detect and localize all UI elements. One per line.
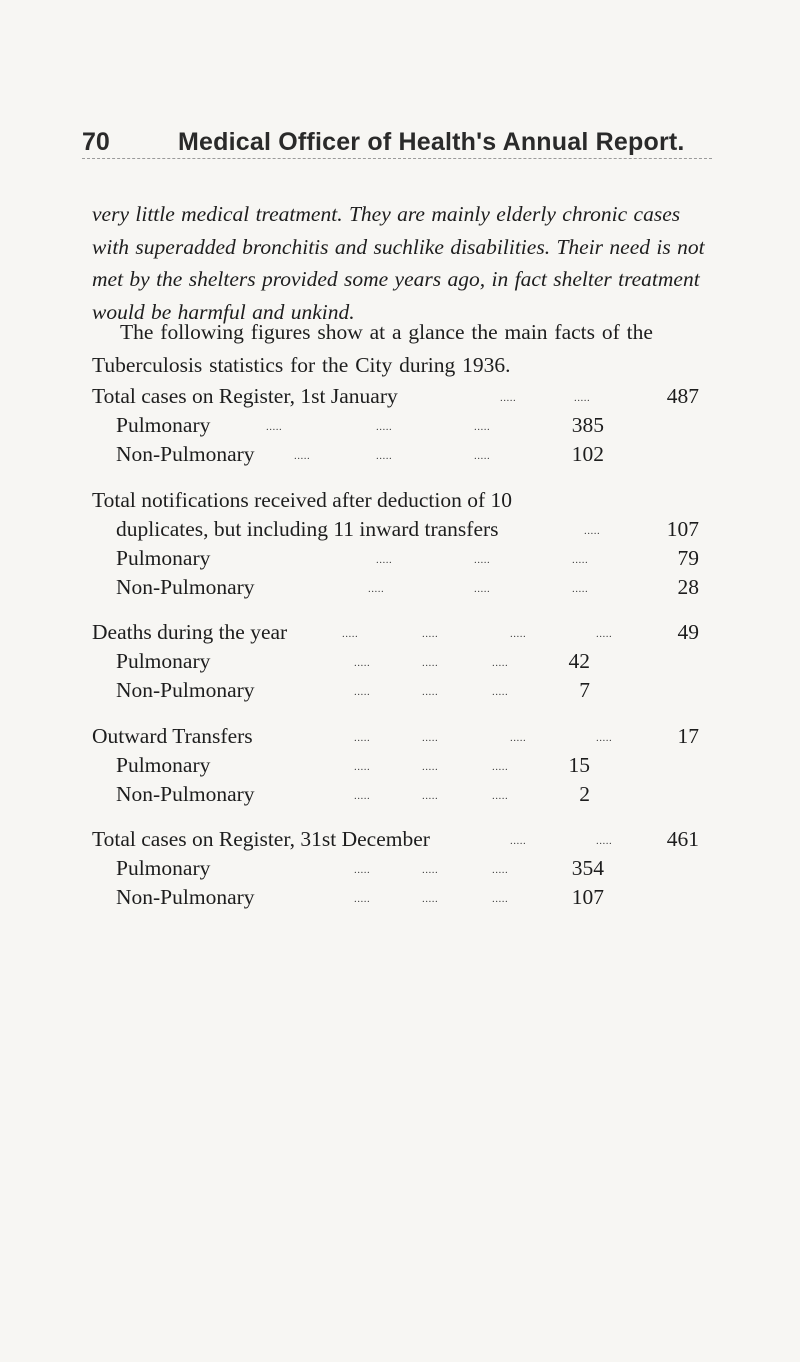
deaths-pulmonary-row	[92, 649, 712, 679]
running-title: Medical Officer of Health's Annual Report.	[178, 128, 685, 156]
leader-dots: .....	[376, 554, 393, 566]
outward-transfers-total: 17	[677, 724, 699, 748]
leader-dots: .....	[422, 628, 439, 640]
deaths-non-pulmonary: 7	[579, 678, 590, 702]
outward-transfers-non-pulmonary: 2	[579, 782, 590, 806]
leader-dots: .....	[354, 657, 371, 669]
notifications-pulmonary: 79	[677, 546, 699, 570]
leader-dots: .....	[474, 450, 491, 462]
register-end-non-pulmonary-row	[92, 885, 712, 915]
leader-dots: .....	[510, 628, 527, 640]
leader-dots: .....	[342, 628, 359, 640]
notifications-total: 107	[666, 517, 699, 541]
leader-dots: .....	[422, 790, 439, 802]
register-end-pulmonary: 354	[571, 856, 604, 880]
register-end-total: 461	[666, 827, 699, 851]
pulmonary-label: Pulmonary	[116, 753, 211, 777]
outward-transfers-label: Outward Transfers	[92, 724, 253, 748]
non-pulmonary-label: Non-Pulmonary	[116, 442, 255, 466]
leader-dots: .....	[354, 761, 371, 773]
leader-dots: .....	[492, 790, 509, 802]
outward-transfers-pulmonary: 15	[568, 753, 590, 777]
leader-dots: .....	[422, 864, 439, 876]
leader-dots: .....	[584, 525, 601, 537]
leader-dots: .....	[422, 761, 439, 773]
notifications-non-pulmonary-row	[92, 575, 712, 605]
register-start-pulmonary: 385	[571, 413, 604, 437]
pulmonary-label: Pulmonary	[116, 413, 211, 437]
notifications-pulmonary-row	[92, 546, 712, 576]
leader-dots: .....	[354, 790, 371, 802]
notifications-label-line1: Total notifications received after deduction of 10	[92, 488, 512, 512]
deaths-pulmonary: 42	[568, 649, 590, 673]
leader-dots: .....	[474, 421, 491, 433]
register-end-total-row	[92, 827, 712, 857]
outward-transfers-total-row	[92, 724, 712, 754]
leader-dots: .....	[294, 450, 311, 462]
leader-dots: .....	[572, 554, 589, 566]
leader-dots: .....	[492, 761, 509, 773]
leader-dots: .....	[510, 732, 527, 744]
leader-dots: .....	[492, 686, 509, 698]
pulmonary-label: Pulmonary	[116, 856, 211, 880]
deaths-total-row	[92, 620, 712, 650]
non-pulmonary-label: Non-Pulmonary	[116, 885, 255, 909]
leader-dots: .....	[492, 657, 509, 669]
leader-dots: .....	[596, 628, 613, 640]
pulmonary-label: Pulmonary	[116, 546, 211, 570]
deaths-label: Deaths during the year	[92, 620, 288, 644]
leader-dots: .....	[368, 583, 385, 595]
leader-dots: .....	[376, 421, 393, 433]
leader-dots: .....	[474, 554, 491, 566]
outward-transfers-non-pulmonary-row	[92, 782, 712, 812]
page-header	[82, 128, 712, 162]
register-end-non-pulmonary: 107	[571, 885, 604, 909]
leader-dots: .....	[354, 732, 371, 744]
leader-dots: .....	[500, 392, 517, 404]
register-start-non-pulmonary: 102	[571, 442, 604, 466]
leader-dots: .....	[572, 583, 589, 595]
leader-dots: .....	[422, 686, 439, 698]
leader-dots: .....	[376, 450, 393, 462]
non-pulmonary-label: Non-Pulmonary	[116, 575, 255, 599]
register-start-pulmonary-row	[92, 413, 712, 443]
outward-transfers-pulmonary-row	[92, 753, 712, 783]
leader-dots: .....	[422, 732, 439, 744]
notifications-non-pulmonary: 28	[677, 575, 699, 599]
leader-dots: .....	[354, 864, 371, 876]
leader-dots: .....	[354, 893, 371, 905]
summary-paragraph: The following figures show at a glance the main facts of the Tuberculosis statistics for the City during 1936.	[92, 320, 653, 377]
header-rule	[82, 158, 712, 159]
register-start-label: Total cases on Register, 1st January	[92, 384, 398, 408]
intro-text: very little medical treatment. They are mainly elderly chronic cases with superadded bronchitis and suchlike disabilities. Their need is not met by the shelters provided some years ago, in fact shelter treatment would be harmful and unkind.	[92, 202, 705, 324]
page-number: 70	[82, 128, 110, 156]
deaths-non-pulmonary-row	[92, 678, 712, 708]
leader-dots: .....	[354, 686, 371, 698]
leader-dots: .....	[574, 392, 591, 404]
register-start-total: 487	[666, 384, 699, 408]
register-start-total-row	[92, 384, 712, 414]
register-start-non-pulmonary-row	[92, 442, 712, 472]
leader-dots: .....	[266, 421, 283, 433]
deaths-total: 49	[677, 620, 699, 644]
leader-dots: .....	[596, 835, 613, 847]
leader-dots: .....	[474, 583, 491, 595]
leader-dots: .....	[422, 893, 439, 905]
notifications-label-row	[92, 488, 712, 518]
pulmonary-label: Pulmonary	[116, 649, 211, 673]
leader-dots: .....	[492, 893, 509, 905]
leader-dots: .....	[492, 864, 509, 876]
non-pulmonary-label: Non-Pulmonary	[116, 782, 255, 806]
non-pulmonary-label: Non-Pulmonary	[116, 678, 255, 702]
leader-dots: .....	[596, 732, 613, 744]
register-end-pulmonary-row	[92, 856, 712, 886]
notifications-total-row	[92, 517, 712, 547]
leader-dots: .....	[422, 657, 439, 669]
register-end-label: Total cases on Register, 31st December	[92, 827, 430, 851]
notifications-label-line2: duplicates, but including 11 inward transfers	[116, 517, 499, 541]
leader-dots: .....	[510, 835, 527, 847]
